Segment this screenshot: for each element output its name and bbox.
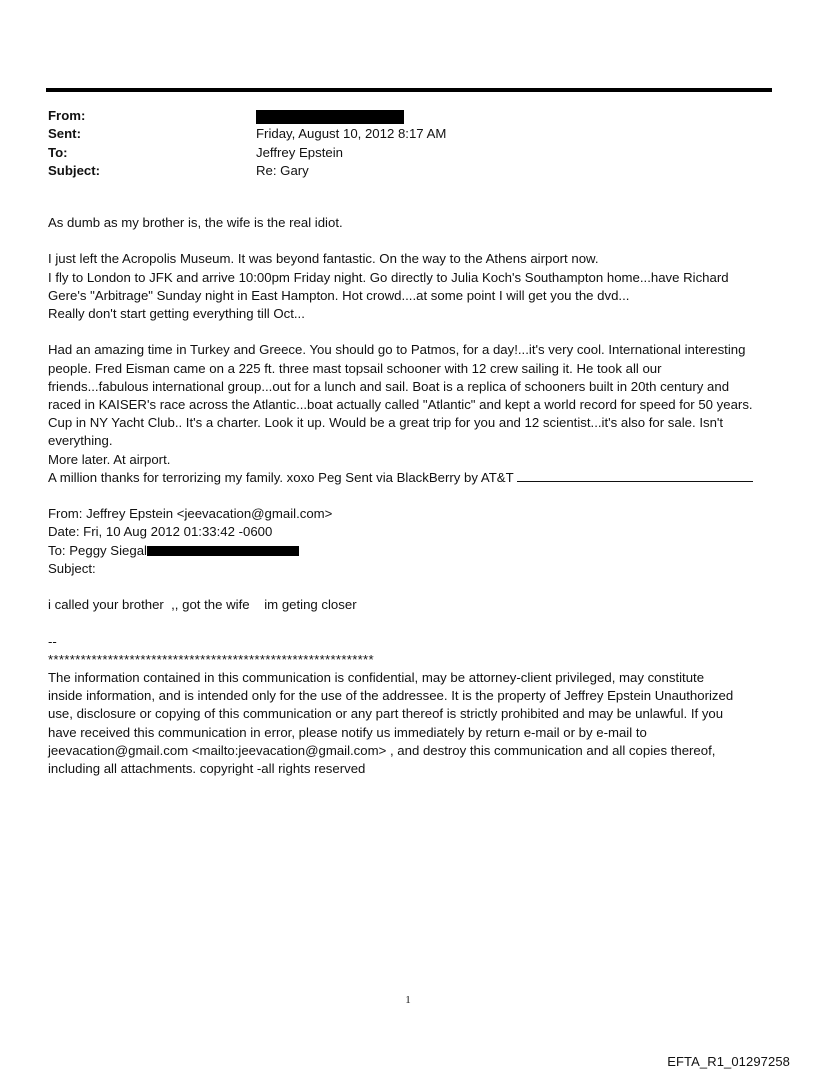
quoted-from: From: Jeffrey Epstein <jeevacation@gmail.com> xyxy=(48,506,333,522)
bates-number: EFTA_R1_01297258 xyxy=(667,1054,790,1069)
disclaimer-line: including all attachments. copyright -all rights reserved xyxy=(48,761,366,777)
from-value xyxy=(256,107,404,125)
quoted-to-line xyxy=(48,542,776,560)
header-from-row xyxy=(48,107,748,125)
email-header xyxy=(48,107,748,180)
footer-dashes: -- xyxy=(48,633,57,649)
signoff-text: A million thanks for terrorizing my family. xoxo Peg Sent via BlackBerry by AT&T xyxy=(48,469,514,485)
quoted-subject: Subject: xyxy=(48,560,96,576)
header-subject-row xyxy=(48,162,748,180)
header-to-row xyxy=(48,144,748,162)
signoff-line xyxy=(48,469,776,487)
footer-stars: ************************************************************ xyxy=(48,651,374,667)
body-line: More later. At airport. xyxy=(48,451,171,467)
redaction-block xyxy=(147,546,299,556)
disclaimer-line: The information contained in this communication is confidential, may be attorney-client privileged, may constitute xyxy=(48,670,705,685)
sent-value: Friday, August 10, 2012 8:17 AM xyxy=(256,126,447,142)
quoted-to: To: Peggy Siegal xyxy=(48,542,147,558)
disclaimer-line: use, disclosure or copying of this communication or any part thereof is strictly prohibited and may be unlawful. If you xyxy=(48,706,724,722)
from-label: From: xyxy=(48,108,86,123)
header-sent-row xyxy=(48,125,748,143)
to-label: To: xyxy=(48,144,68,160)
body-line: Had an amazing time in Turkey and Greece. You should go to Patmos, for a day!...it's very cool. International interesting xyxy=(48,342,746,358)
disclaimer-line: have received this communication in error, please notify us immediately by return e-mail or by e-mail to xyxy=(48,724,647,740)
quoted-message: i called your brother ,, got the wife im geting closer xyxy=(48,597,357,613)
body-line: Gere's "Arbitrage" Sunday night in East Hampton. Hot crowd....at some point I will get you the dvd... xyxy=(48,287,630,303)
body-line: Cup in NY Yacht Club.. It's a charter. Look it up. Would be a great trip for you and 12 scientist...it's also for sale. Isn't xyxy=(48,415,724,431)
sent-label: Sent: xyxy=(48,126,81,142)
disclaimer-line: jeevacation@gmail.com <mailto:jeevacation@gmail.com> , and destroy this communication and all copies thereof, xyxy=(48,742,716,758)
body-line: everything. xyxy=(48,433,113,449)
header-rule xyxy=(46,88,772,92)
subject-label: Subject: xyxy=(48,162,101,178)
body-line: I fly to London to JFK and arrive 10:00pm Friday night. Go directly to Julia Koch's Southampton home...have Richard xyxy=(48,269,729,285)
body-line: Really don't start getting everything till Oct... xyxy=(48,306,305,321)
disclaimer-line: inside information, and is intended only for the use of the addressee. It is the property of Jeffrey Epstein Unauthorized xyxy=(48,688,734,704)
body-line: friends...fabulous international group...out for a lunch and sail. Boat is a replica of schooners built in 20th century and xyxy=(48,378,730,394)
email-body xyxy=(48,214,776,778)
redaction-block xyxy=(256,110,404,124)
to-value: Jeffrey Epstein xyxy=(256,144,343,160)
body-line: As dumb as my brother is, the wife is the real idiot. xyxy=(48,215,343,230)
body-line: I just left the Acropolis Museum. It was beyond fantastic. On the way to the Athens airport now. xyxy=(48,251,599,267)
subject-value: Re: Gary xyxy=(256,162,309,178)
page-number: 1 xyxy=(405,994,411,1006)
body-line: raced in KAISER's race across the Atlantic...boat actually called "Atlantic" and kept a world record for speed for 50 years. xyxy=(48,397,753,412)
quoted-date: Date: Fri, 10 Aug 2012 01:33:42 -0600 xyxy=(48,524,273,540)
signature-separator xyxy=(517,469,753,482)
body-line: people. Fred Eisman came on a 225 ft. three mast topsail schooner with 12 crew sailing it. He took all our xyxy=(48,360,662,376)
